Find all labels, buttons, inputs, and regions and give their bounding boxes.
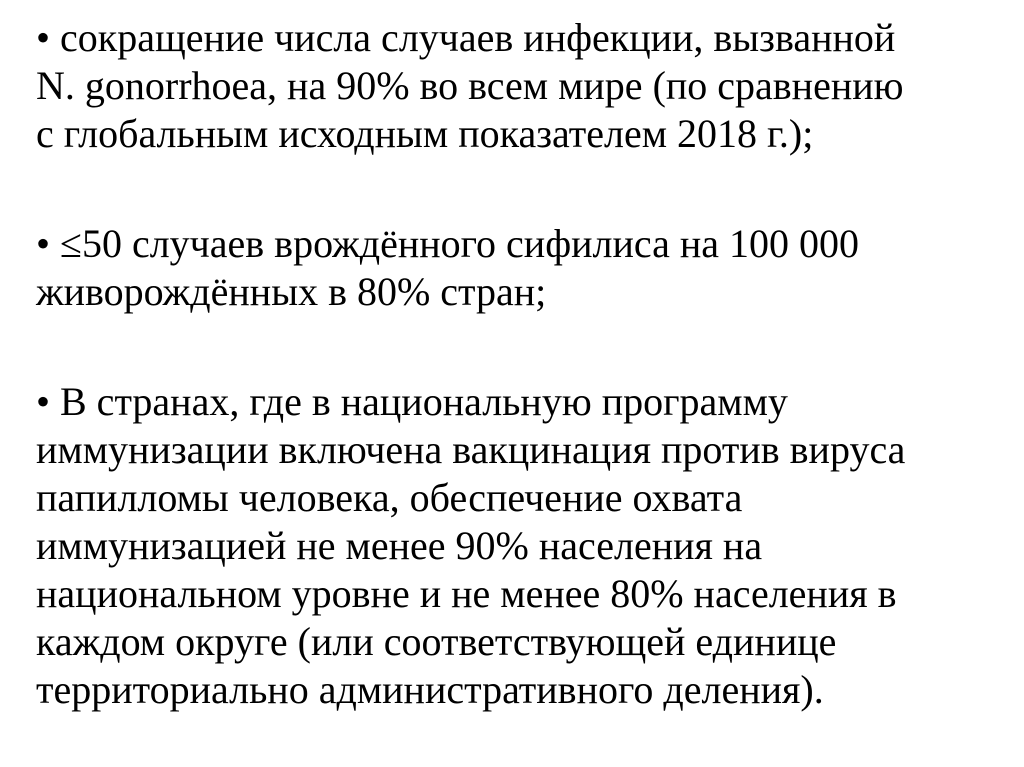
bullet-hpv-vaccination-target xyxy=(36,378,996,714)
bullet-line: иммунизацией не менее 90% населения на xyxy=(36,523,763,568)
bullet-line: • сокращение числа случаев инфекции, вызванной xyxy=(36,15,896,60)
bullet-line: с глобальным исходным показателем 2018 г.); xyxy=(36,111,814,156)
bullet-line: живорождённых в 80% стран; xyxy=(36,269,547,314)
bullet-line: иммунизации включена вакцинация против вируса xyxy=(36,427,906,472)
bullet-line: каждом округе (или соответствующей единице xyxy=(36,619,837,664)
bullet-line: • ≤50 случаев врождённого сифилиса на 100 000 xyxy=(36,221,860,266)
bullet-line: папилломы человека, обеспечение охвата xyxy=(36,475,743,520)
bullet-gonorrhoea-target xyxy=(36,14,996,158)
bullet-syphilis-target xyxy=(36,220,996,316)
bullet-line: • В странах, где в национальную программу xyxy=(36,379,788,424)
bullet-line: N. gonorrhoea, на 90% во всем мире (по сравнению xyxy=(36,63,904,108)
bullet-line: территориально административного деления). xyxy=(36,667,824,712)
bullet-line: национальном уровне и не менее 80% населения в xyxy=(36,571,897,616)
